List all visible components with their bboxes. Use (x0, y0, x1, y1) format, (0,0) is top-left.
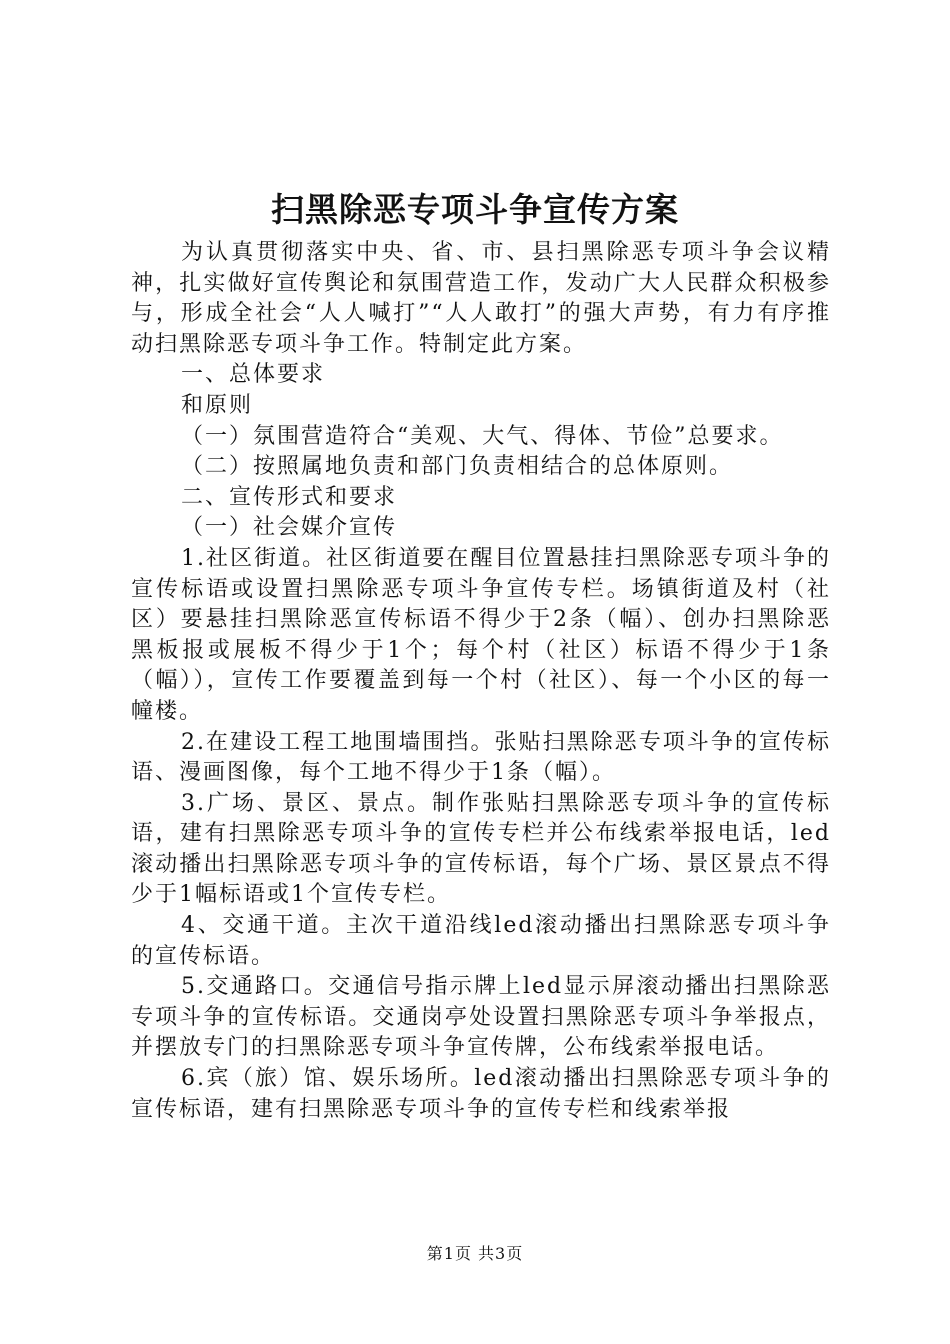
section-heading-1: 一、总体要求 (181, 362, 326, 388)
item-6-paragraph: 6.宾（旅）馆、娱乐场所。led滚动播出扫黑除恶专项斗争的宣传标语，建有扫黑除恶专项斗争的宣传专栏和线索举报 (131, 1066, 831, 1122)
document-title: 扫黑除恶专项斗争宣传方案 (271, 190, 679, 229)
document-body (131, 238, 831, 1125)
item-4-paragraph: 4、交通干道。主次干道沿线led滚动播出扫黑除恶专项斗争的宣传标语。 (131, 913, 831, 969)
section-heading-2: 二、宣传形式和要求 (181, 484, 398, 510)
item-2-paragraph: 2.在建设工程工地围墙围挡。张贴扫黑除恶专项斗争的宣传标语、漫画图像，每个工地不得少于1条（幅）。 (131, 729, 831, 786)
item-3-paragraph: 3.广场、景区、景点。制作张贴扫黑除恶专项斗争的宣传标语，建有扫黑除恶专项斗争的宣传专栏并公布线索举报电话，led滚动播出扫黑除恶专项斗争的宣传标语，每个广场、景区景点不得少于1幅标语或1个宣传专栏。 (131, 790, 831, 908)
principle-1: （一）氛围营造符合“美观、大气、得体、节俭”总要求。 (181, 423, 784, 449)
section-heading-1-continued: 和原则 (181, 392, 254, 418)
intro-paragraph: 为认真贯彻落实中央、省、市、县扫黑除恶专项斗争会议精神，扎实做好宣传舆论和氛围营造工作，发动广大人民群众积极参与，形成全社会“人人喊打”“人人敢打”的强大声势，有力有序推动扫黑除恶专项斗争工作。特制定此方案。 (131, 240, 831, 357)
page-number-footer: 第1页 共3页 (426, 1244, 524, 1263)
principle-2: （二）按照属地负责和部门负责相结合的总体原则。 (181, 454, 734, 480)
subsection-heading-1: （一）社会媒介宣传 (181, 515, 398, 541)
item-5-paragraph: 5.交通路口。交通信号指示牌上led显示屏滚动播出扫黑除恶专项斗争的宣传标语。交通岗亭处设置扫黑除恶专项斗争举报点，并摆放专门的扫黑除恶专项斗争宣传牌，公布线索举报电话。 (131, 974, 831, 1061)
item-1-paragraph: 1.社区街道。社区街道要在醒目位置悬挂扫黑除恶专项斗争的宣传标语或设置扫黑除恶专项斗争宣传专栏。场镇街道及村（社区）要悬挂扫黑除恶宣传标语不得少于2条（幅）、创办扫黑除恶黑板报或展板不得少于1个；每个村（社区）标语不得少于1条（幅）），宣传工作要覆盖到每一个村（社区）、每一个小区的每一幢楼。 (131, 545, 831, 724)
